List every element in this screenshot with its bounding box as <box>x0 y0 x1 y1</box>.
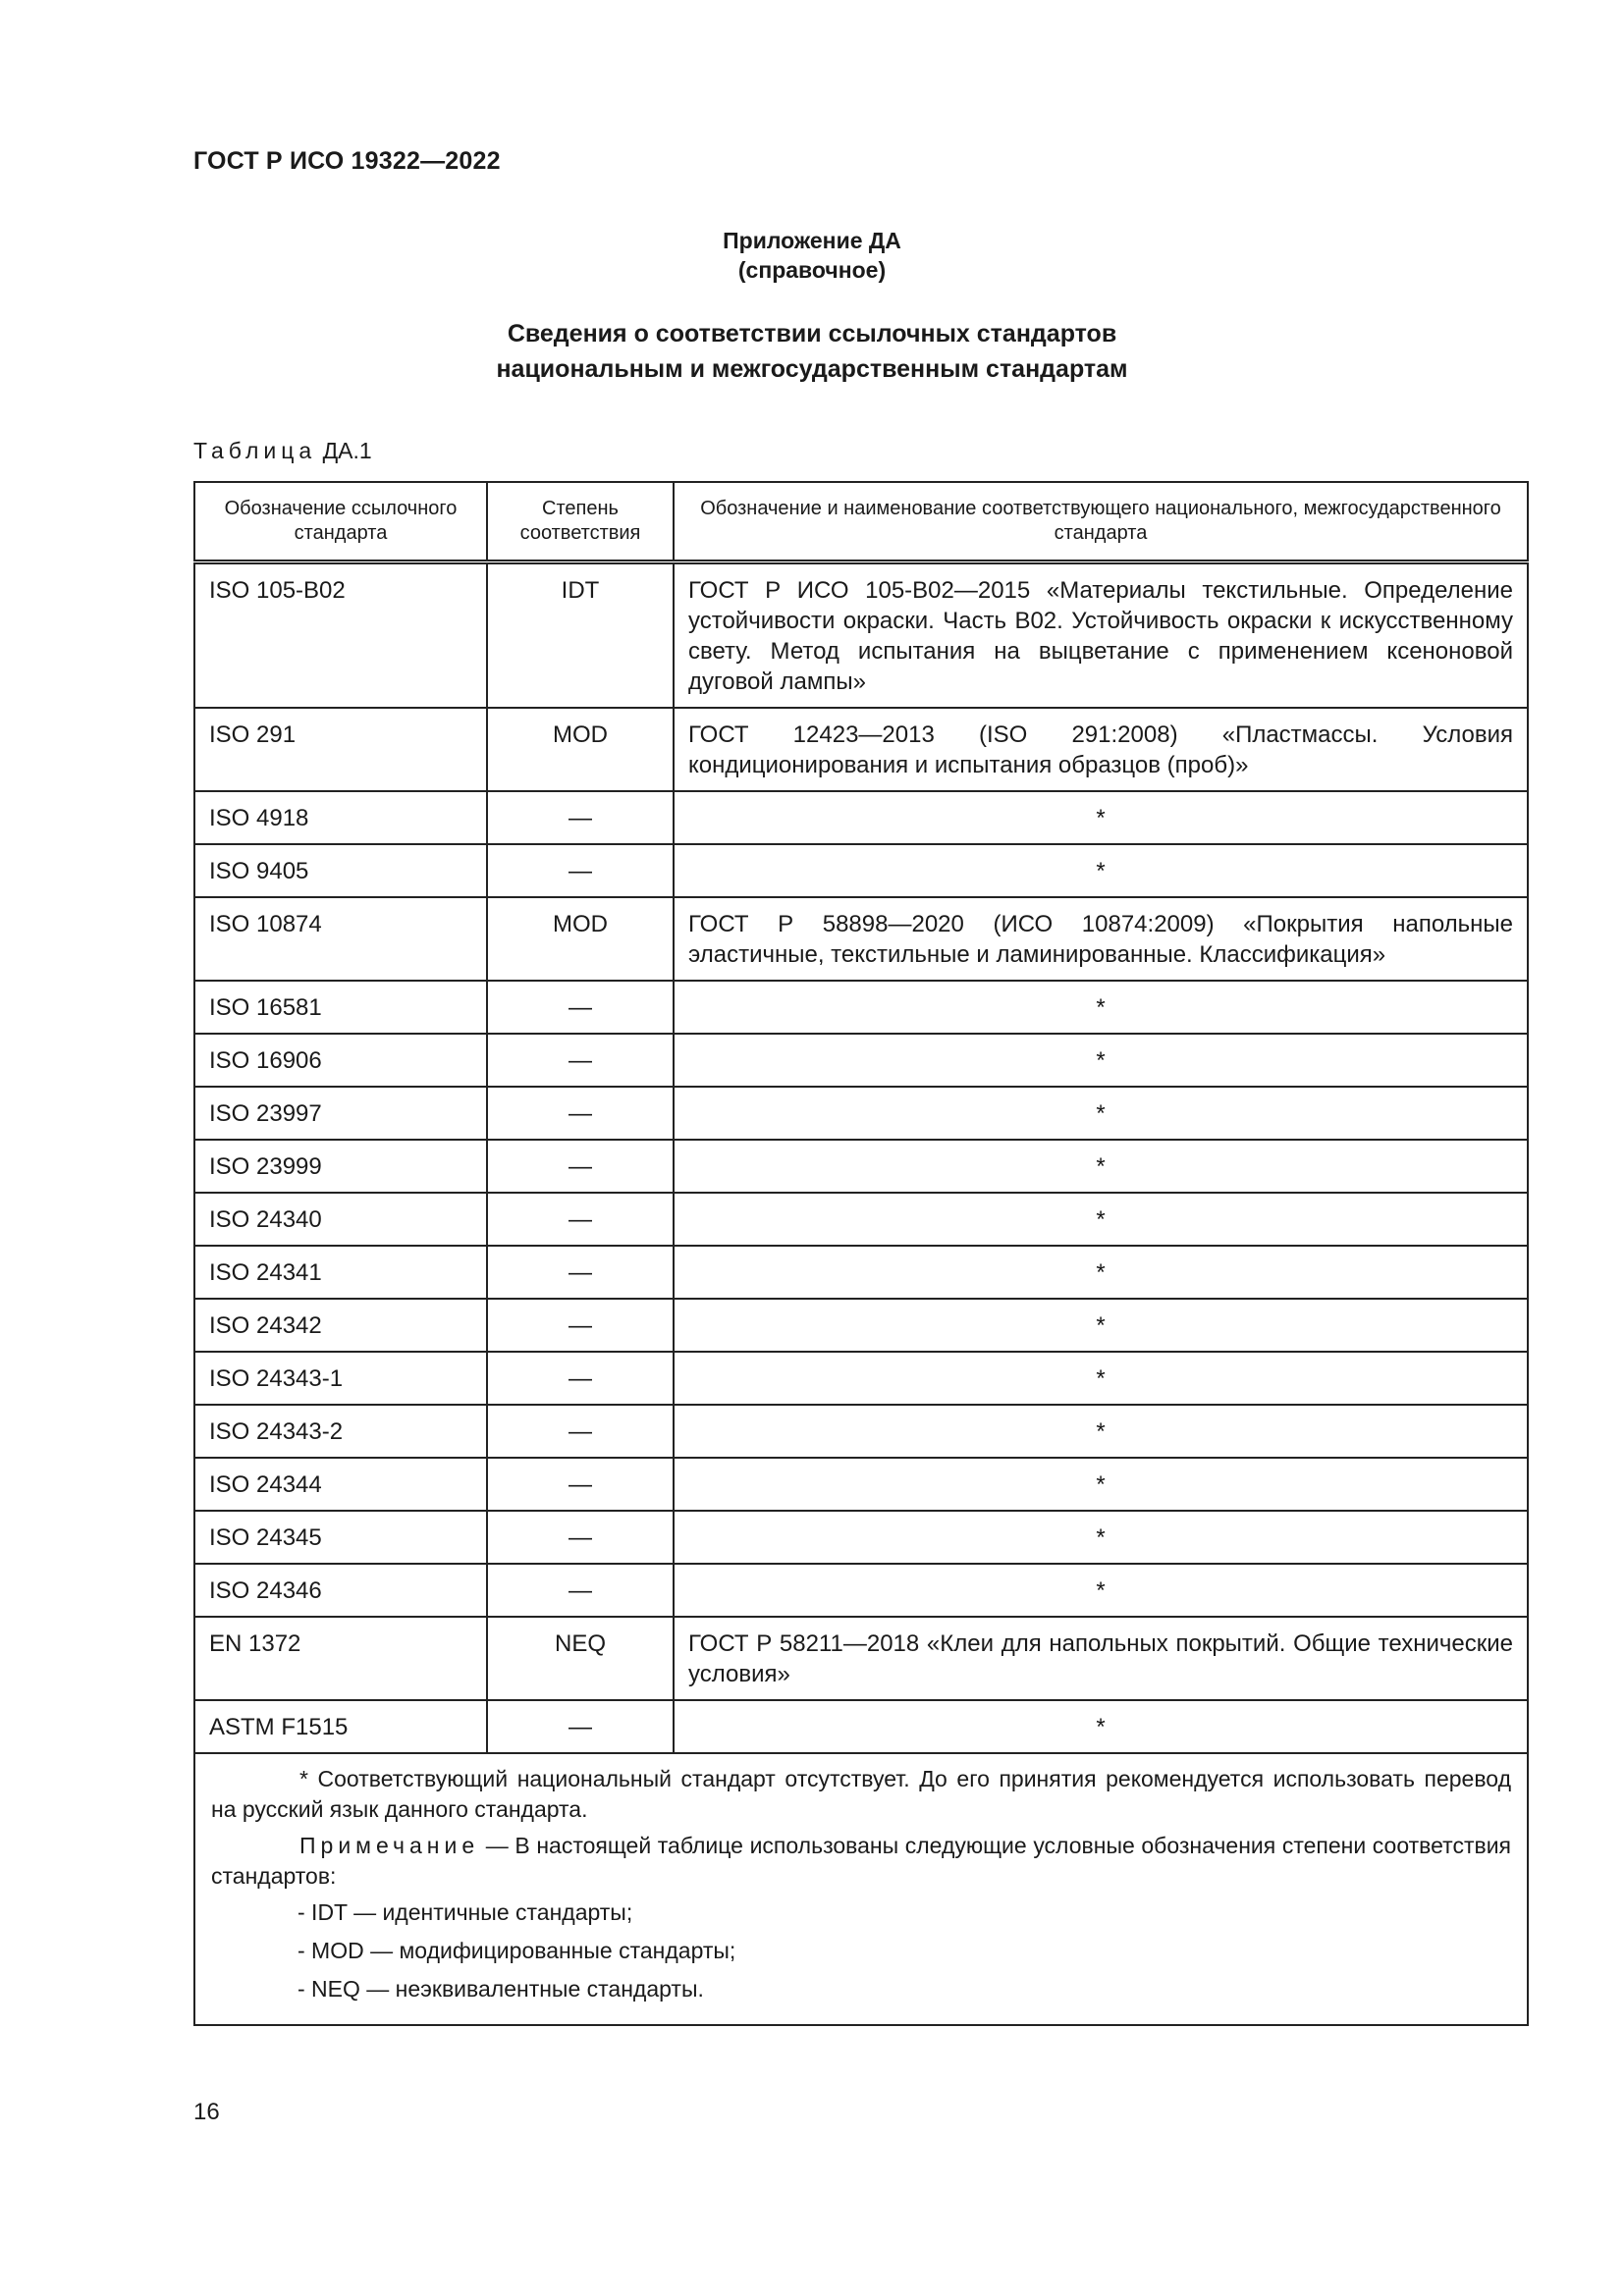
cell-designation: ISO 24346 <box>194 1564 487 1617</box>
cell-designation: ISO 24345 <box>194 1511 487 1564</box>
cell-national-standard: * <box>674 981 1528 1034</box>
cell-designation: ISO 24342 <box>194 1299 487 1352</box>
table-notes-row <box>194 1753 1528 2025</box>
table-notes <box>194 1753 1528 2025</box>
cell-degree: — <box>487 1700 674 1753</box>
cell-degree: — <box>487 1405 674 1458</box>
cell-degree: NEQ <box>487 1617 674 1700</box>
annex-block <box>0 226 1624 285</box>
annex-status: (справочное) <box>737 257 887 283</box>
cell-national-standard: * <box>674 1564 1528 1617</box>
cell-degree: — <box>487 791 674 844</box>
degree-legend <box>211 1897 1511 2004</box>
footnote: * Соответствующий национальный стандарт отсутствует. До его принятия рекомендуется использовать перевод на русский язык данного стандарта. <box>211 1766 1511 1822</box>
cell-degree: — <box>487 1458 674 1511</box>
table-row <box>194 708 1528 791</box>
cell-designation: ISO 9405 <box>194 844 487 897</box>
cell-national-standard: * <box>674 1511 1528 1564</box>
cell-designation: ISO 291 <box>194 708 487 791</box>
cell-degree: — <box>487 1034 674 1087</box>
table-row <box>194 791 1528 844</box>
table-row <box>194 897 1528 981</box>
heading-line-2: национальным и межгосударственным стандартам <box>496 355 1128 383</box>
cell-national-standard: * <box>674 1087 1528 1140</box>
cell-national-standard: ГОСТ Р ИСО 105-В02—2015 «Материалы текстильные. Определение устойчивости окраски. Часть В02. Устойчивость окраски к искусственному свету. Метод испытания на выцветание с применением ксеноновой дуговой лампы» <box>674 562 1528 709</box>
cell-national-standard: * <box>674 1246 1528 1299</box>
annex-heading <box>0 316 1624 387</box>
cell-designation: ISO 16581 <box>194 981 487 1034</box>
table-row <box>194 1458 1528 1511</box>
cell-degree: — <box>487 844 674 897</box>
table-row <box>194 1352 1528 1405</box>
table-body <box>194 562 1528 1754</box>
cell-degree: — <box>487 1246 674 1299</box>
cell-national-standard: ГОСТ Р 58211—2018 «Клеи для напольных покрытий. Общие технические условия» <box>674 1617 1528 1700</box>
cell-national-standard: * <box>674 1034 1528 1087</box>
cell-national-standard: * <box>674 1458 1528 1511</box>
table-row <box>194 1246 1528 1299</box>
page-number: 16 <box>193 2099 220 2125</box>
cell-national-standard: ГОСТ Р 58898—2020 (ИСО 10874:2009) «Покрытия напольные эластичные, текстильные и ламинированные. Классификация» <box>674 897 1528 981</box>
header-degree: Степень соответствия <box>487 482 674 562</box>
cell-designation: ISO 24344 <box>194 1458 487 1511</box>
cell-designation: ISO 105-B02 <box>194 562 487 709</box>
cell-designation: ISO 24340 <box>194 1193 487 1246</box>
table-row <box>194 1511 1528 1564</box>
cell-degree: — <box>487 1352 674 1405</box>
cell-designation: ISO 24343-1 <box>194 1352 487 1405</box>
table-row <box>194 981 1528 1034</box>
cell-degree: MOD <box>487 897 674 981</box>
cell-national-standard: * <box>674 1352 1528 1405</box>
cell-degree: — <box>487 1511 674 1564</box>
cell-designation: ASTM F1515 <box>194 1700 487 1753</box>
cell-designation: ISO 23997 <box>194 1087 487 1140</box>
cell-national-standard: * <box>674 791 1528 844</box>
cell-degree: — <box>487 1140 674 1193</box>
cell-degree: IDT <box>487 562 674 709</box>
cell-national-standard: * <box>674 844 1528 897</box>
table-row <box>194 1299 1528 1352</box>
legend-item: - MOD — модифицированные стандарты; <box>298 1938 736 1963</box>
note-text: — В настоящей таблице использованы следующие условные обозначения степени соответствия стандартов: <box>211 1833 1511 1889</box>
table-row <box>194 1564 1528 1617</box>
heading-line-1: Сведения о соответствии ссылочных стандартов <box>507 320 1117 347</box>
cell-national-standard: * <box>674 1700 1528 1753</box>
cell-degree: MOD <box>487 708 674 791</box>
table-caption-number: ДА.1 <box>322 438 372 463</box>
document-code: ГОСТ Р ИСО 19322—2022 <box>193 147 501 175</box>
cell-degree: — <box>487 981 674 1034</box>
legend-item: - NEQ — неэквивалентные стандарты. <box>298 1976 704 2002</box>
table-row <box>194 1034 1528 1087</box>
note <box>211 1831 1511 1892</box>
table-row <box>194 1617 1528 1700</box>
table-row <box>194 844 1528 897</box>
legend-item: - IDT — идентичные стандарты; <box>298 1899 633 1925</box>
table-row <box>194 1405 1528 1458</box>
cell-degree: — <box>487 1564 674 1617</box>
header-national-standard: Обозначение и наименование соответствующего национального, межгосударственного стандарта <box>674 482 1528 562</box>
table-row <box>194 1087 1528 1140</box>
table-row <box>194 1140 1528 1193</box>
cell-degree: — <box>487 1193 674 1246</box>
table-caption <box>193 438 372 464</box>
cell-national-standard: ГОСТ 12423—2013 (ISO 291:2008) «Пластмассы. Условия кондиционирования и испытания образцов (проб)» <box>674 708 1528 791</box>
cell-national-standard: * <box>674 1299 1528 1352</box>
cell-designation: ISO 24343-2 <box>194 1405 487 1458</box>
table-caption-word: Таблица <box>193 438 317 463</box>
cell-degree: — <box>487 1087 674 1140</box>
note-label: Примечание <box>299 1833 480 1858</box>
cell-designation: ISO 23999 <box>194 1140 487 1193</box>
cell-degree: — <box>487 1299 674 1352</box>
header-designation: Обозначение ссылочного стандарта <box>194 482 487 562</box>
table-row <box>194 1193 1528 1246</box>
annex-title: Приложение ДА <box>723 228 901 253</box>
table-row <box>194 562 1528 709</box>
cell-designation: ISO 24341 <box>194 1246 487 1299</box>
cell-national-standard: * <box>674 1193 1528 1246</box>
cell-national-standard: * <box>674 1405 1528 1458</box>
reference-standards-table <box>193 481 1529 2026</box>
cell-national-standard: * <box>674 1140 1528 1193</box>
cell-designation: ISO 4918 <box>194 791 487 844</box>
table-row <box>194 1700 1528 1753</box>
cell-designation: ISO 16906 <box>194 1034 487 1087</box>
table-header-row <box>194 482 1528 562</box>
cell-designation: EN 1372 <box>194 1617 487 1700</box>
cell-designation: ISO 10874 <box>194 897 487 981</box>
